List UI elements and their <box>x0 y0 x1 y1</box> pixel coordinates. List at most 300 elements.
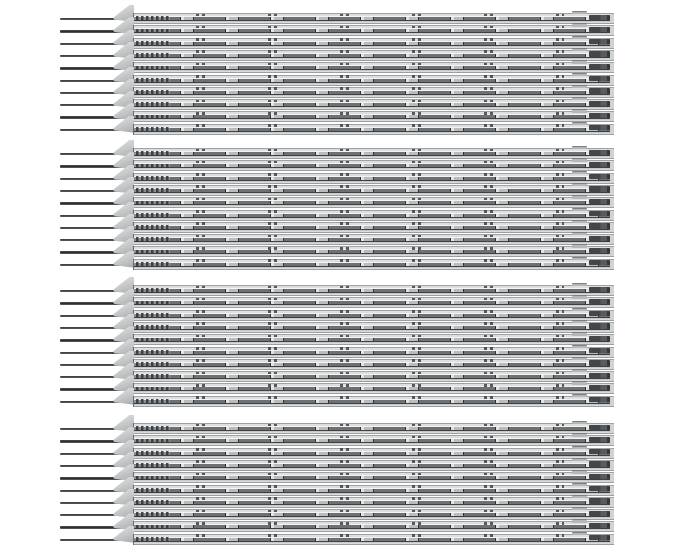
led-lens-band <box>170 326 610 329</box>
led-lens-band <box>170 17 610 20</box>
end-cap <box>610 112 614 121</box>
component-marks <box>164 497 564 500</box>
end-connector <box>589 373 610 378</box>
end-connector <box>589 474 610 479</box>
strip-print-marks <box>136 313 169 317</box>
end-cap <box>610 397 614 406</box>
connector-tab <box>572 495 587 498</box>
strip-bar <box>133 347 614 358</box>
connector-tab <box>572 171 587 174</box>
end-connector <box>589 260 610 265</box>
end-connector <box>589 323 610 328</box>
strip-print-marks <box>136 41 169 45</box>
end-cap <box>610 247 614 256</box>
connector-tab <box>572 421 587 424</box>
connector-tab <box>572 109 587 112</box>
end-connector <box>589 199 610 204</box>
end-connector <box>589 498 610 503</box>
component-marks <box>164 198 564 201</box>
end-cap <box>610 211 614 220</box>
led-strip <box>0 124 678 136</box>
end-connector <box>589 385 610 390</box>
end-cap <box>610 149 614 158</box>
power-wire <box>60 178 122 180</box>
led-lens-band <box>170 489 610 492</box>
connector-tab <box>572 97 587 100</box>
end-connector <box>589 150 610 155</box>
connector-tab <box>572 283 587 286</box>
end-cap <box>610 461 614 470</box>
power-wire <box>60 264 122 266</box>
end-connector <box>589 360 610 365</box>
connector-tab <box>572 183 587 186</box>
connector-tab <box>572 257 587 260</box>
connector-tab <box>572 458 587 461</box>
strip-bar <box>133 435 614 446</box>
power-wire <box>60 490 122 492</box>
strip-print-marks <box>136 439 169 443</box>
end-connector <box>589 223 610 228</box>
led-lens-band <box>170 66 610 69</box>
end-cap <box>610 498 614 507</box>
connector-tab <box>572 295 587 298</box>
end-cap <box>610 424 614 433</box>
power-wire <box>60 80 122 82</box>
end-cap <box>610 76 614 85</box>
strip-bar <box>133 396 614 407</box>
connector-tab <box>572 532 587 535</box>
led-lens-band <box>170 42 610 45</box>
strip-bar <box>133 222 614 233</box>
end-connector <box>589 425 610 430</box>
strip-print-marks <box>136 301 169 305</box>
strip-bar <box>133 259 614 270</box>
connector-tab <box>572 195 587 198</box>
strip-print-marks <box>136 488 169 492</box>
strip-print-marks <box>136 325 169 329</box>
end-cap <box>610 348 614 357</box>
end-connector <box>589 449 610 454</box>
power-wire <box>60 67 122 69</box>
connector-tab <box>572 73 587 76</box>
end-connector <box>589 535 610 540</box>
end-connector <box>589 39 610 44</box>
end-connector <box>589 287 610 292</box>
end-cap <box>610 384 614 393</box>
end-connector <box>589 523 610 528</box>
strip-print-marks <box>136 78 169 82</box>
end-cap <box>610 260 614 269</box>
end-cap <box>610 535 614 544</box>
connector-tab <box>572 381 587 384</box>
end-connector <box>589 64 610 69</box>
strip-print-marks <box>136 176 169 180</box>
power-wire <box>60 55 122 57</box>
connector-tab <box>572 60 587 63</box>
strip-print-marks <box>136 387 169 391</box>
connector-tab <box>572 394 587 397</box>
led-lens-band <box>170 226 610 229</box>
strip-print-marks <box>136 225 169 229</box>
component-marks <box>164 384 564 387</box>
strip-print-marks <box>136 66 169 70</box>
strip-bar <box>133 50 614 61</box>
led-lens-band <box>170 29 610 32</box>
component-marks <box>164 396 564 399</box>
component-marks <box>164 38 564 41</box>
end-connector <box>589 15 610 20</box>
led-lens-band <box>170 79 610 82</box>
end-cap <box>610 174 614 183</box>
strip-bar <box>133 38 614 49</box>
led-lens-band <box>170 363 610 366</box>
power-wire <box>60 401 122 403</box>
end-connector <box>589 397 610 402</box>
power-wire <box>60 364 122 366</box>
strip-bar <box>133 509 614 520</box>
power-wire <box>60 327 122 329</box>
led-lens-band <box>170 476 610 479</box>
strip-bar <box>133 210 614 221</box>
component-marks <box>164 235 564 238</box>
power-wire <box>60 514 122 516</box>
strip-print-marks <box>136 288 169 292</box>
strip-bar <box>133 160 614 171</box>
strip-bar <box>133 62 614 73</box>
component-marks <box>164 522 564 525</box>
connector-tab <box>572 308 587 311</box>
component-marks <box>164 185 564 188</box>
power-wire <box>60 428 122 430</box>
power-wire <box>60 526 122 528</box>
strip-bar <box>133 448 614 459</box>
end-cap <box>610 298 614 307</box>
led-strip <box>0 396 678 408</box>
led-lens-band <box>170 115 610 118</box>
led-lens-band <box>170 214 610 217</box>
power-wire <box>60 129 122 131</box>
connector-tab <box>572 158 587 161</box>
strip-print-marks <box>136 213 169 217</box>
strip-print-marks <box>136 250 169 254</box>
end-cap <box>610 198 614 207</box>
component-marks <box>164 436 564 439</box>
strip-print-marks <box>136 350 169 354</box>
strip-bar <box>133 234 614 245</box>
power-wire <box>60 539 122 541</box>
component-marks <box>164 286 564 289</box>
led-lens-band <box>170 91 610 94</box>
component-marks <box>164 63 564 66</box>
component-marks <box>164 14 564 17</box>
end-cap <box>610 360 614 369</box>
connector-tab <box>572 320 587 323</box>
component-marks <box>164 149 564 152</box>
led-lens-band <box>170 128 610 131</box>
led-lens-band <box>170 464 610 467</box>
connector-tab <box>572 433 587 436</box>
component-marks <box>164 372 564 375</box>
connector-tab <box>572 519 587 522</box>
end-connector <box>589 437 610 442</box>
end-connector <box>589 248 610 253</box>
strip-print-marks <box>136 512 169 516</box>
strip-bar <box>133 185 614 196</box>
led-strip <box>0 259 678 271</box>
led-lens-band <box>170 289 610 292</box>
end-connector <box>589 51 610 56</box>
end-cap <box>610 473 614 482</box>
strip-print-marks <box>136 201 169 205</box>
led-lens-band <box>170 513 610 516</box>
power-wire <box>60 290 122 292</box>
power-wire <box>60 215 122 217</box>
component-marks <box>164 210 564 213</box>
end-cap <box>610 223 614 232</box>
power-wire <box>60 502 122 504</box>
connector-tab <box>572 11 587 14</box>
strip-bar <box>133 87 614 98</box>
connector-tab <box>572 470 587 473</box>
strip-print-marks <box>136 53 169 57</box>
strip-bar <box>133 124 614 135</box>
strip-print-marks <box>136 537 169 541</box>
end-cap <box>610 39 614 48</box>
component-marks <box>164 448 564 451</box>
led-lens-band <box>170 427 610 430</box>
connector-tab <box>572 23 587 26</box>
end-cap <box>610 372 614 381</box>
power-wire <box>60 202 122 204</box>
led-lens-band <box>170 201 610 204</box>
power-wire <box>60 239 122 241</box>
end-cap <box>610 14 614 23</box>
power-wire <box>60 153 122 155</box>
led-lens-band <box>170 387 610 390</box>
end-connector <box>589 348 610 353</box>
power-wire <box>60 251 122 253</box>
power-wire <box>60 30 122 32</box>
component-marks <box>164 100 564 103</box>
end-cap <box>610 335 614 344</box>
led-lens-band <box>170 314 610 317</box>
connector-tab <box>572 85 587 88</box>
led-lens-band <box>170 375 610 378</box>
strip-print-marks <box>136 188 169 192</box>
end-connector <box>589 27 610 32</box>
end-connector <box>589 311 610 316</box>
end-connector <box>589 76 610 81</box>
strip-print-marks <box>136 399 169 403</box>
strip-print-marks <box>136 90 169 94</box>
power-wire <box>60 302 122 304</box>
end-connector <box>589 236 610 241</box>
end-connector <box>589 299 610 304</box>
strip-bar <box>133 472 614 483</box>
strip-bar <box>133 371 614 382</box>
end-connector <box>589 101 610 106</box>
strip-bar <box>133 13 614 24</box>
power-wire <box>60 352 122 354</box>
strip-bar <box>133 521 614 532</box>
component-marks <box>164 322 564 325</box>
component-marks <box>164 473 564 476</box>
strip-print-marks <box>136 16 169 20</box>
power-wire <box>60 104 122 106</box>
led-lens-band <box>170 538 610 541</box>
strip-print-marks <box>136 262 169 266</box>
power-wire <box>60 339 122 341</box>
power-wire <box>60 43 122 45</box>
end-cap <box>610 436 614 445</box>
component-marks <box>164 161 564 164</box>
end-cap <box>610 311 614 320</box>
end-cap <box>610 486 614 495</box>
power-wire <box>60 453 122 455</box>
end-cap <box>610 26 614 35</box>
end-cap <box>610 449 614 458</box>
connector-tab <box>572 357 587 360</box>
connector-tab <box>572 220 587 223</box>
led-lens-band <box>170 439 610 442</box>
strip-bar <box>133 246 614 257</box>
end-connector <box>589 336 610 341</box>
strip-bar <box>133 99 614 110</box>
component-marks <box>164 222 564 225</box>
led-lens-band <box>170 189 610 192</box>
end-connector <box>589 461 610 466</box>
power-wire <box>60 18 122 20</box>
strip-print-marks <box>136 525 169 529</box>
connector-tab <box>572 232 587 235</box>
led-lens-band <box>170 452 610 455</box>
connector-tab <box>572 208 587 211</box>
connector-tab <box>572 48 587 51</box>
power-wire <box>60 315 122 317</box>
component-marks <box>164 259 564 262</box>
power-wire <box>60 165 122 167</box>
component-marks <box>164 112 564 115</box>
component-marks <box>164 485 564 488</box>
end-cap <box>610 235 614 244</box>
end-connector <box>589 511 610 516</box>
component-marks <box>164 424 564 427</box>
component-marks <box>164 460 564 463</box>
led-lens-band <box>170 351 610 354</box>
strip-bar <box>133 173 614 184</box>
led-strip <box>0 534 678 546</box>
strip-print-marks <box>136 338 169 342</box>
end-cap <box>610 125 614 134</box>
led-lens-band <box>170 238 610 241</box>
strip-print-marks <box>136 500 169 504</box>
end-connector <box>589 174 610 179</box>
component-marks <box>164 298 564 301</box>
strip-bar <box>133 25 614 36</box>
power-wire <box>60 388 122 390</box>
end-connector <box>589 211 610 216</box>
strip-bar <box>133 334 614 345</box>
led-lens-band <box>170 177 610 180</box>
connector-tab <box>572 244 587 247</box>
strip-bar <box>133 485 614 496</box>
strip-bar <box>133 310 614 321</box>
strip-bar <box>133 197 614 208</box>
power-wire <box>60 116 122 118</box>
strip-print-marks <box>136 115 169 119</box>
end-cap <box>610 323 614 332</box>
end-cap <box>610 522 614 531</box>
strip-bar <box>133 497 614 508</box>
strip-print-marks <box>136 164 169 168</box>
component-marks <box>164 124 564 127</box>
strip-print-marks <box>136 151 169 155</box>
connector-tab <box>572 122 587 125</box>
end-cap <box>610 161 614 170</box>
component-marks <box>164 50 564 53</box>
strip-print-marks <box>136 127 169 131</box>
end-connector <box>589 125 610 130</box>
component-marks <box>164 347 564 350</box>
component-marks <box>164 87 564 90</box>
led-lens-band <box>170 164 610 167</box>
strip-print-marks <box>136 426 169 430</box>
strip-bar <box>133 383 614 394</box>
strip-bar <box>133 285 614 296</box>
strip-print-marks <box>136 29 169 33</box>
strip-bar <box>133 297 614 308</box>
end-cap <box>610 51 614 60</box>
power-wire <box>60 227 122 229</box>
end-cap <box>610 63 614 72</box>
led-lens-band <box>170 338 610 341</box>
end-cap <box>610 186 614 195</box>
connector-tab <box>572 369 587 372</box>
strip-print-marks <box>136 102 169 106</box>
end-connector <box>589 88 610 93</box>
end-cap <box>610 286 614 295</box>
strip-print-marks <box>136 463 169 467</box>
end-connector <box>589 486 610 491</box>
connector-tab <box>572 146 587 149</box>
component-marks <box>164 534 564 537</box>
connector-tab <box>572 36 587 39</box>
component-marks <box>164 247 564 250</box>
power-wire <box>60 92 122 94</box>
end-cap <box>610 100 614 109</box>
led-lens-band <box>170 400 610 403</box>
strip-bar <box>133 460 614 471</box>
end-cap <box>610 510 614 519</box>
component-marks <box>164 310 564 313</box>
strip-print-marks <box>136 362 169 366</box>
component-marks <box>164 75 564 78</box>
led-lens-band <box>170 152 610 155</box>
strip-print-marks <box>136 476 169 480</box>
led-lens-band <box>170 301 610 304</box>
led-lens-band <box>170 263 610 266</box>
end-connector <box>589 186 610 191</box>
component-marks <box>164 173 564 176</box>
connector-tab <box>572 345 587 348</box>
connector-tab <box>572 446 587 449</box>
led-lens-band <box>170 250 610 253</box>
strip-print-marks <box>136 451 169 455</box>
strip-print-marks <box>136 374 169 378</box>
connector-tab <box>572 507 587 510</box>
led-lens-band <box>170 54 610 57</box>
led-lens-band <box>170 525 610 528</box>
